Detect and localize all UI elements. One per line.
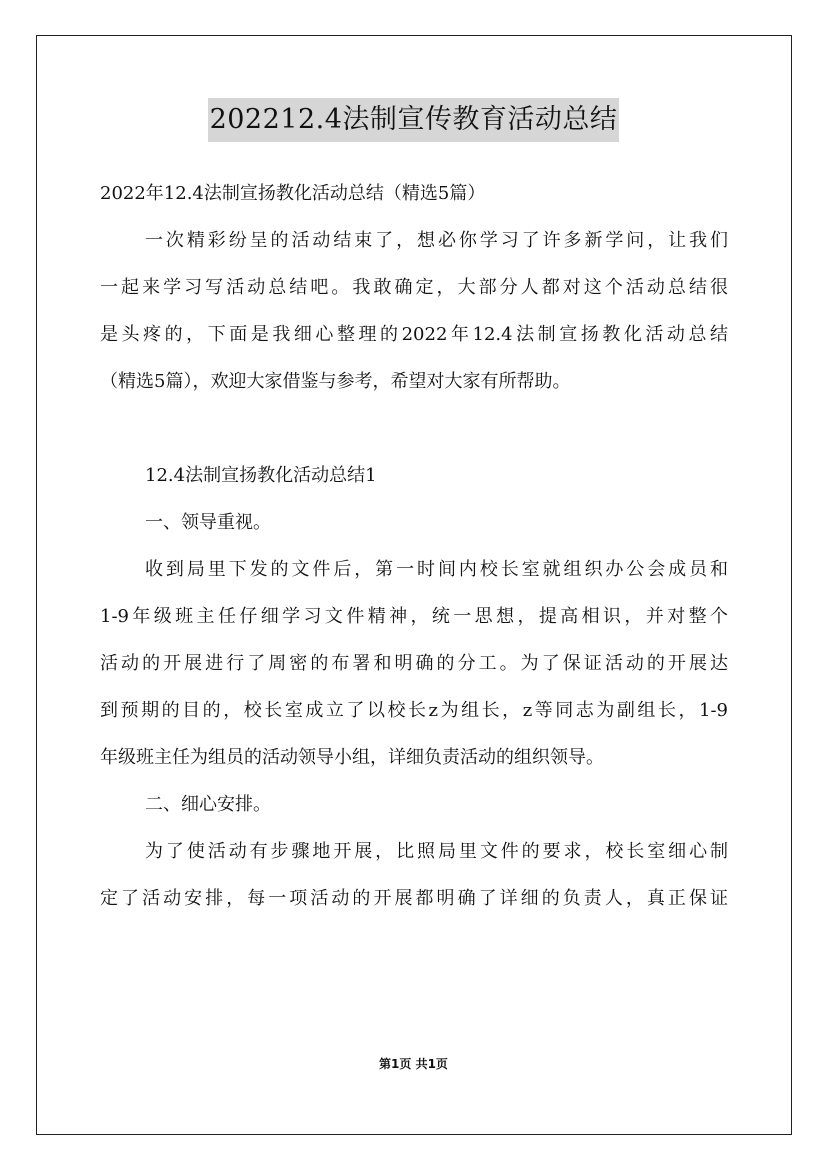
blank-line xyxy=(100,405,728,452)
page-footer xyxy=(0,1055,827,1072)
paragraph-line: 收到局里下发的文件后，第一时间内校长室就组织办公会成员和 xyxy=(145,559,728,580)
subtitle-line: 2022年12.4法制宣扬教化活动总结（精选5篇） xyxy=(100,183,486,204)
section-subheading: 一、领导重视。 xyxy=(145,512,271,533)
paragraph-line: 是头疼的，下面是我细心整理的2022年12.4法制宣扬教化活动总结 xyxy=(100,324,728,345)
section-subheading: 二、细心安排。 xyxy=(145,794,271,815)
document-body xyxy=(100,170,728,922)
paragraph-line: （精选5篇），欢迎大家借鉴与参考，希望对大家有所帮助。 xyxy=(100,371,571,392)
paragraph-line: 活动的开展进行了周密的布署和明确的分工。为了保证活动的开展达 xyxy=(100,653,728,674)
document-title: 202212.4法制宣传教育活动总结 xyxy=(208,98,620,142)
paragraph-line: 一次精彩纷呈的活动结束了，想必你学习了许多新学问，让我们 xyxy=(145,230,728,251)
paragraph-line: 年级班主任为组员的活动领导小组，详细负责活动的组织领导。 xyxy=(100,747,604,768)
paragraph-line: 到预期的目的，校长室成立了以校长z为组长，z等同志为副组长，1-9 xyxy=(100,700,728,721)
section-heading: 12.4法制宣扬教化活动总结1 xyxy=(145,465,377,486)
paragraph-line: 1-9年级班主任仔细学习文件精神，统一思想，提高相识，并对整个 xyxy=(100,606,728,627)
page-number: 第1页 共1页 xyxy=(379,1057,448,1071)
paragraph-line: 为了使活动有步骤地开展，比照局里文件的要求，校长室细心制 xyxy=(145,841,728,862)
title-container xyxy=(0,98,827,142)
paragraph-line: 定了活动安排，每一项活动的开展都明确了详细的负责人，真正保证 xyxy=(100,888,728,909)
paragraph-line: 一起来学习写活动总结吧。我敢确定，大部分人都对这个活动总结很 xyxy=(100,277,728,298)
